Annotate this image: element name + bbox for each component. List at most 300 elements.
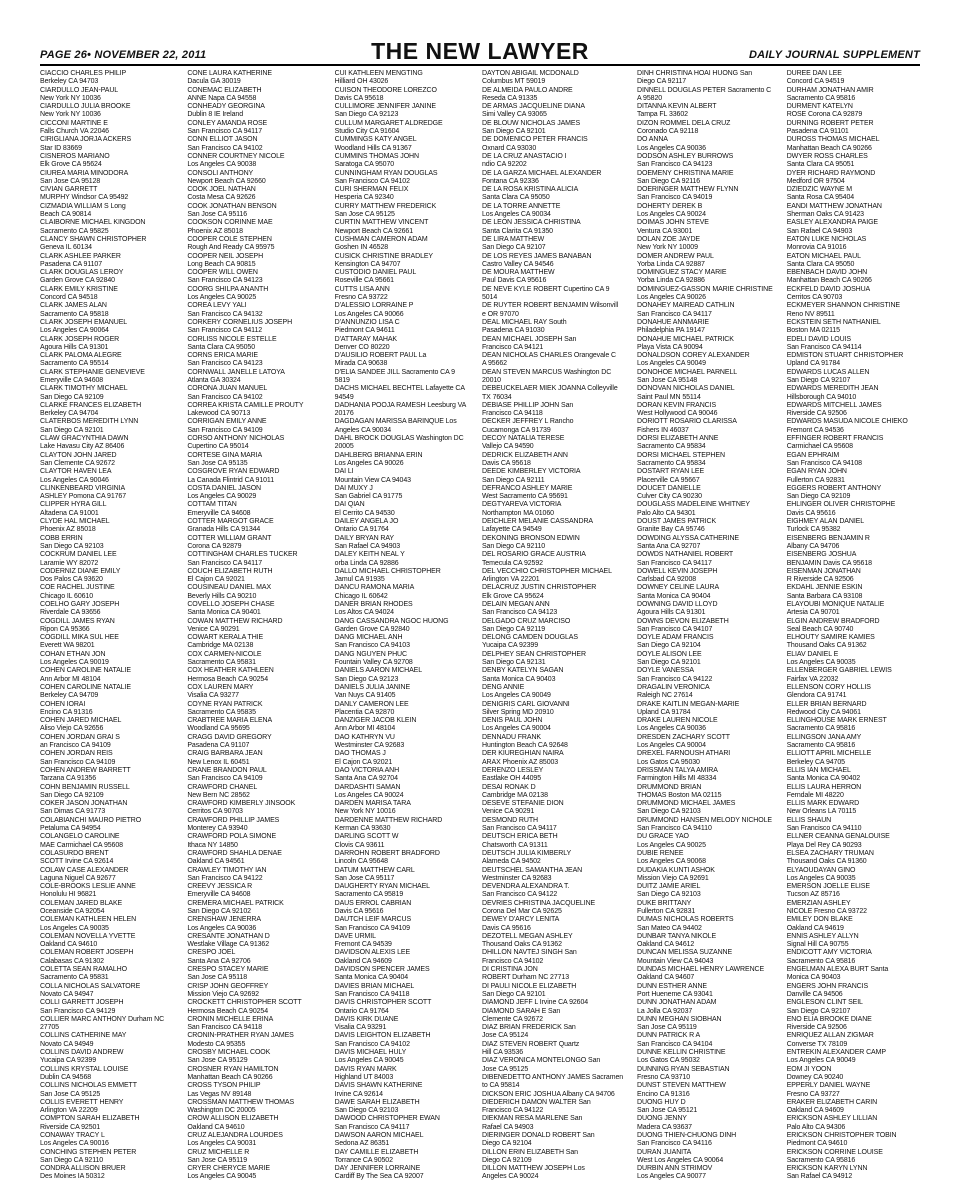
listing-entry-line: DE LIRA MATTHEW: [481, 235, 545, 243]
listing-entry-line: COOPER COLE STEPHEN: [187, 235, 272, 243]
listing-entry-line: Fresno CA 93727: [786, 1090, 840, 1098]
listing-entry-line: San Diego CA 92116: [637, 177, 701, 185]
listing-entry-line: Huntington Beach CA 92648: [481, 742, 568, 750]
listing-entry-line: Fresno CA 93710: [637, 1073, 691, 1081]
listing-entry-line: ELHOUTY SAMIRE KAMIES: [786, 634, 875, 642]
listing-entry-line: COLASURDO BRENT: [40, 849, 109, 857]
listing-entry-line: Sacramento CA 95816: [786, 957, 856, 965]
listing-entry-line: Emeryville CA 94608: [40, 376, 104, 384]
listing-entry-line: DEAN STEVEN MARCUS Washington DC: [481, 368, 612, 376]
listing-entry-line: CRABTREE MARIA ELENA: [187, 717, 273, 725]
listing-entry-line: Los Angeles CA 90045: [334, 1057, 404, 1065]
listing-entry-line: ENDICOTT AMY VICTORIA: [786, 949, 872, 957]
listing-entry-line: DAVIDSON SPENCER JAMES: [334, 966, 430, 974]
listing-entry-line: 20005: [334, 443, 354, 451]
listing-entry-line: Sacramento CA 95831: [187, 659, 256, 667]
listing-entry-line: San Jose CA 95129: [187, 1057, 248, 1065]
listing-entry-line: DORAN KEVIN FRANCIS: [637, 401, 717, 409]
listing-entry-line: CORONA JUAN MANUEL: [187, 385, 268, 393]
listing-entry-line: Angeles CA 90034: [334, 426, 392, 434]
listing-entry-line: Boston MA 02115: [786, 327, 840, 335]
listing-entry-line: San Francisco CA 94102: [334, 177, 410, 185]
listing-entry-line: DEKONING BRONSON EDWIN: [481, 534, 580, 542]
listing-entry-line: CRESPO STACEY MARIE: [187, 966, 269, 974]
listing-entry-line: DIZON ROMMEL DELA CRUZ: [637, 119, 731, 127]
listing-entry-line: Granada Hills CA 91344: [187, 526, 261, 534]
listing-entry-line: DONOVAN NICHOLAS DANIEL: [637, 385, 735, 393]
listing-entry-line: 20010: [481, 376, 501, 384]
listing-entry-line: CORRIGAN EMILY ANNE: [187, 418, 267, 426]
listing-entry-line: Manhattan Beach CA 90266: [786, 277, 872, 285]
listing-entry-line: Francisco CA 94102: [481, 957, 544, 965]
listing-entry-line: Piedmont CA 94610: [786, 1140, 848, 1148]
listing-entry-line: DRUMMOND MICHAEL JAMES: [637, 800, 736, 808]
listing-entry-line: EDWARDS LUCAS ALLEN: [786, 368, 870, 376]
listing-entry-line: Monterey CA 93940: [187, 825, 248, 833]
listing-entry-line: Los Angeles CA 90031: [187, 1140, 257, 1148]
listing-entry-line: CLARK JAMES ALAN: [40, 302, 107, 310]
listing-entry-line: Turlock CA 95382: [786, 526, 841, 534]
listing-entry-line: San Diego CA 92103: [334, 1107, 399, 1115]
listing-entry-line: MURPHY Windsor CA 95492: [40, 194, 129, 202]
listing-entry-line: Hermosa Beach CA 90254: [187, 675, 269, 683]
listing-entry-line: DARDEN MARISA TARA: [334, 800, 411, 808]
listing-entry-line: Ontario CA 91764: [334, 1007, 389, 1015]
listing-entry-line: Los Angeles CA 90025: [637, 841, 706, 849]
listing-entry-line: Francisco CA 94118: [481, 410, 543, 418]
listing-entry-line: EKDAHL JENNIE ESKIN: [786, 584, 863, 592]
listing-entry-line: Angeles CA 90024: [481, 1173, 539, 1181]
listing-entry-line: Hermosa Beach CA 90254: [187, 1007, 269, 1015]
listing-entry-line: Jose CA 95125: [481, 1065, 529, 1073]
listing-entry-line: Santa Clara CA 95051: [786, 161, 855, 169]
listing-entry-line: ELLINGHOUSE MARK ERNEST: [786, 717, 887, 725]
listing-entry-line: DAVIS LEIGHTON ELIZABETH: [334, 1032, 431, 1040]
listing-entry-line: DU GRACE YAO: [637, 833, 689, 841]
listing-entry-line: EIGHMEY ALAN DANIEL: [786, 518, 865, 526]
listing-entry-line: COMPTON SARAH ELIZABETH: [40, 1115, 140, 1123]
listing-entry-line: ELLNER CEANNA GENALOUISE: [786, 833, 890, 841]
listing-entry-line: DUMAS NICHOLAS ROBERTS: [637, 916, 734, 924]
listing-entry-line: Lake Havasu City AZ 86406: [40, 443, 125, 451]
listing-entry-line: ERICKSON ASHLEY LILLIAN: [786, 1115, 878, 1123]
listing-entry-line: Woodland CA 95695: [187, 725, 250, 733]
listing-entry-line: Elk Grove CA 95624: [40, 161, 102, 169]
listing-entry-line: COGDILL JAMES RYAN: [40, 617, 115, 625]
listing-entry-line: San Francisco CA 94112: [187, 327, 263, 335]
listing-entry-line: Manhattan Beach CA 90266: [786, 144, 872, 152]
publication-title: THE NEW LAWYER: [371, 38, 589, 64]
listing-entry-line: Downey CA 90240: [786, 1073, 844, 1081]
listing-entry-line: Los Angeles CA 90066: [334, 310, 404, 318]
listing-entry-line: ELLIOTT APRIL MICHELLE: [786, 750, 872, 758]
listing-entry-line: Fountain Valley CA 92708: [334, 659, 413, 667]
listing-entry-line: CLAW GRACYNTHIA DAWN: [40, 435, 129, 443]
listing-entry-line: Carmichael CA 95608: [786, 443, 853, 451]
listing-entry-line: DOYLE ALISON LEE: [637, 650, 702, 658]
listing-entry-line: BENJAMIN Davis CA 95618: [786, 559, 872, 567]
listing-entry-line: Los Angeles CA 90077: [637, 1173, 706, 1181]
listing-entry-line: Hillsborough CA 94010: [786, 393, 857, 401]
listing-entry-line: Converse TX 78109: [786, 1040, 848, 1048]
listing-entry-line: DIEKMAN RESA MARLENE San: [481, 1115, 583, 1123]
listing-entry-line: San Francisco CA 94019: [637, 194, 713, 202]
listing-entry-line: DOWELL KEVIN JOSEPH: [637, 567, 718, 575]
listing-entry-line: Los Angeles CA 90035: [40, 924, 109, 932]
listing-entry-line: DONAHUE MICHAEL PATRICK: [637, 335, 734, 343]
listing-entry-line: Aliso Viejo CA 92656: [40, 725, 104, 733]
listing-entry-line: 5819: [334, 376, 350, 384]
listing-entry-line: Santa Monica CA 90401: [187, 609, 261, 617]
listing-entry-line: Yucaipa CA 92399: [40, 1057, 97, 1065]
listing-entry-line: San Francisco CA 94109: [40, 758, 116, 766]
listing-entry-line: DONALDSON COREY ALEXANDER: [637, 352, 750, 360]
listing-entry-line: San Francisco CA 94129: [40, 1007, 116, 1015]
listing-entry-line: Yucaipa CA 92399: [481, 642, 538, 650]
listing-entry-line: D'ANNUNZIO LISA C: [334, 318, 400, 326]
listing-entry-line: San Francisco CA 94122: [481, 891, 558, 899]
listing-entry-line: CONAWAY TRACY L: [40, 1132, 105, 1139]
listing-entry-line: Hesperia CA 92340: [334, 194, 394, 202]
listing-entry-line: DOWNING DAVID LLOYD: [637, 601, 718, 608]
listing-entry-line: San Diego CA 92101: [481, 990, 546, 998]
listing-entry-line: COWAN MATTHEW RICHARD: [187, 617, 283, 625]
listing-entry-line: DALLO MICHAEL CHRISTOPHER: [334, 567, 441, 575]
listing-entry-line: Phoenix AZ 85018: [40, 526, 96, 534]
listing-entry-line: DEBIASE PHILLIP JOHN San: [481, 401, 574, 409]
listing-entry-line: DINH CHRISTINA HOAI HUONG San: [637, 70, 752, 77]
listing-entry-line: Reseda CA 91335: [481, 94, 538, 102]
listing-entry-line: EATON LUKE NICHOLAS: [786, 235, 867, 243]
listing-entry-line: CRAGG DAVID GREGORY: [187, 733, 272, 741]
listing-entry-line: Diego CA 92117: [637, 78, 687, 86]
listing-entry-line: CRENSHAW JENERRA: [187, 916, 261, 924]
listing-entry-line: DAVIS CHRISTOPHER SCOTT: [334, 999, 432, 1007]
listing-entry-line: Irvine CA 92614: [334, 1090, 383, 1098]
listing-entry-line: Culver City CA 90230: [637, 493, 702, 501]
listing-entry-line: DAI QIAN: [334, 501, 365, 509]
listing-entry-line: Fullerton CA 92831: [637, 907, 696, 915]
listing-entry-line: CRUZ MICHELLE R: [187, 1148, 250, 1156]
listing-entry-line: Sacramento CA 95816: [786, 725, 856, 733]
listing-entry-line: Washington DC 20005: [187, 1107, 256, 1115]
listing-entry-line: Long Beach CA 90815: [187, 260, 256, 268]
listing-entry-line: DEGTYAREVA VICTORIA: [481, 501, 562, 509]
listing-entry-line: DATUM MATTHEW CARL: [334, 866, 415, 874]
listing-entry-line: Fremont CA 94536: [786, 426, 844, 434]
listing-entry-line: Ann Arbor MI 48104: [40, 675, 101, 683]
listing-entry-line: Dublin CA 94568: [40, 1073, 92, 1081]
listing-entry-line: CUSICK CHRISTINE BRADLEY: [334, 252, 433, 260]
listing-entry-line: COLABIANCHI MAURO PIETRO: [40, 816, 142, 824]
listing-entry-line: DEUTSCHEL SAMANTHA JEAN: [481, 866, 583, 874]
listing-entry-line: DANER BRIAN RHODES: [334, 601, 413, 608]
listing-entry-line: COCKRUM DANIEL LEE: [40, 551, 117, 559]
listing-entry-line: DINNELL DOUGLAS PETER Sacramento C: [637, 86, 772, 94]
listing-entry-line: DZIEDZIC WAYNE M: [786, 186, 852, 194]
listing-entry-line: DONAHUE ANNMARIE: [637, 318, 709, 326]
listing-entry-line: DORSI MICHAEL STEPHEN: [637, 451, 725, 459]
listing-entry-line: DILLON ERIN ELIZABETH San: [481, 1148, 578, 1156]
listing-entry-line: Fullerton CA 92831: [786, 476, 845, 484]
listing-entry-line: Lakewood CA 90713: [187, 410, 251, 418]
listing-entry-line: Studio City CA 91604: [334, 128, 400, 136]
listing-entry-line: DURBIN ANN STRIMOV: [637, 1165, 713, 1173]
listing-entry-line: Rough And Ready CA 95975: [187, 244, 275, 252]
listing-entry-line: Los Gatos CA 95030: [637, 758, 700, 766]
listing-entry-line: Los Angeles CA 90024: [334, 791, 404, 799]
listing-entry-line: DAI LI: [334, 468, 354, 476]
listing-entry-line: Los Angeles CA 90026: [637, 294, 706, 302]
listing-entry-line: DOUGLASS MADELEINE WHITNEY: [637, 501, 750, 509]
listing-entry-line: Corona CA 92879: [187, 542, 242, 550]
listing-entry-line: Santa Monica CA 90402: [786, 775, 861, 783]
listing-entry-line: Visalia CA 93277: [187, 692, 239, 700]
listing-entry-line: Mission Viejo CA 92692: [187, 990, 259, 998]
listing-entry-line: Madera CA 93637: [637, 1123, 692, 1131]
listing-entry-line: DANIELS AARON MICHAEL: [334, 667, 423, 675]
listing-entry-line: DE LOS REYES JAMES BANABAN: [481, 252, 592, 260]
listing-entry-line: ENGERS JOHN FRANCIS: [786, 982, 869, 990]
listing-entry-line: CONN ELLIOT JASON: [187, 136, 258, 144]
listing-entry-line: CUSHMAN CAMERON ADAM: [334, 235, 428, 243]
listing-entry-line: Silver Spring MD 20910: [481, 708, 554, 716]
listing-entry-line: Dos Palos CA 93620: [40, 576, 103, 584]
listing-entry-line: Oakland CA 94609: [786, 1107, 844, 1115]
listing-entry-line: Santa Ana CA 92707: [637, 542, 701, 550]
listing-entry-line: San Francisco CA 94123: [187, 277, 263, 285]
listing-entry-line: Hill CA 93536: [481, 1049, 524, 1057]
listing-entry-line: Concord CA 94519: [786, 78, 845, 86]
listing-entry-line: Los Angeles CA 90004: [481, 725, 551, 733]
listing-entry-line: ELLIS IAN MICHAEL: [786, 766, 851, 774]
listing-entry-line: ELLIS MARK EDWARD: [786, 800, 860, 808]
listing-entry-line: Simi Valley CA 93065: [481, 111, 547, 119]
listing-entry-line: COSGROVE RYAN EDWARD: [187, 468, 280, 476]
listing-entry-line: Riverdale CA 93656: [40, 609, 101, 617]
listing-entry-line: Elk Grove CA 95624: [481, 592, 544, 600]
listing-entry-line: Monrovia CA 91016: [786, 244, 847, 252]
listing-entry-line: Fremont CA 94539: [334, 941, 392, 949]
listing-entry-line: DAHL BROCK DOUGLAS Washington DC: [334, 435, 464, 443]
listing-entry-line: Jamul CA 91935: [334, 576, 385, 584]
listing-entry-line: New York NY 10009: [637, 244, 698, 252]
listing-columns: [40, 70, 920, 1181]
listing-entry-line: Saratoga CA 95070: [334, 161, 395, 169]
listing-entry-line: DUNNING RYAN SEBASTIAN: [637, 1065, 730, 1073]
listing-entry-line: Port Hueneme CA 93041: [637, 990, 713, 998]
listing-entry-line: DOWDS NATHANIEL ROBERT: [637, 551, 734, 559]
listing-entry-line: Albany CA 94706: [786, 542, 840, 550]
listing-entry-line: COORG SHILPA ANANTH: [187, 285, 269, 293]
listing-entry-line: Beach CA 90814: [40, 211, 92, 219]
listing-entry-line: Dublin 8 IE Ireland: [187, 111, 244, 119]
listing-entry-line: DANG NGUYEN PHUC: [334, 650, 407, 658]
listing-entry-line: Los Angeles CA 90049: [786, 1057, 856, 1065]
listing-entry-line: DER KIUREGHIAN NAIRA: [481, 750, 564, 758]
listing-entry-line: CONSOLI ANTHONY: [187, 169, 254, 177]
listing-entry-line: San Diego CA 92107: [481, 244, 546, 252]
listing-entry-line: DE ARMAS JACQUELINE DIANA: [481, 103, 585, 111]
listing-entry-line: EISENBERG JOSHUA: [786, 551, 857, 559]
listing-entry-line: Ontario CA 91764: [334, 526, 389, 534]
listing-entry-line: Granite Bay CA 95746: [637, 526, 705, 534]
listing-entry-line: DARDASHTI SAMAN: [334, 783, 401, 791]
listing-entry-line: EFFINGER ROBERT FRANCIS: [786, 435, 884, 443]
listing-entry-line: New Orleans LA 70115: [786, 808, 857, 816]
listing-entry-line: San Rafael CA 94903: [786, 227, 853, 235]
listing-entry-line: Cambridge MA 02138: [481, 791, 548, 799]
listing-entry-line: DECOY NATALIA TERESE: [481, 435, 565, 443]
listing-entry-line: CIZMADIA WILLIAM S Long: [40, 202, 126, 210]
listing-entry-line: DRAKE KAITLIN MEGAN-MARIE: [637, 700, 740, 708]
listing-entry-line: DE BLOUW NICHOLAS JAMES: [481, 119, 581, 127]
listing-entry-line: CORNWALL JANELLE LATOYA: [187, 368, 285, 376]
listing-entry-line: DEAN NICHOLAS CHARLES Orangevale C: [481, 352, 616, 360]
listing-entry-line: Emeryville CA 94608: [187, 509, 251, 517]
listing-entry-line: Sacramento CA 95825: [40, 227, 109, 235]
listing-entry-line: Santa Clara CA 95050: [187, 343, 255, 351]
listing-entry-line: COLETTA SEAN RAMALHO: [40, 966, 127, 974]
listing-entry-line: COE RACHEL JUSTINE: [40, 584, 115, 592]
listing-entry-line: Mountain View CA 94043: [334, 476, 411, 484]
listing-entry-line: NICOLE Fresno CA 93722: [786, 907, 867, 915]
listing-entry-line: DEAL MICHAEL RAY South: [481, 318, 567, 326]
listing-entry-line: ROBERT Durham NC 27713: [481, 974, 570, 982]
listing-entry-line: Denver CO 80220: [334, 343, 390, 351]
listing-entry-line: COX LAUREN MARY: [187, 683, 254, 691]
listing-entry-line: La Canada Flintrid CA 91011: [187, 476, 275, 484]
listing-entry-line: Sacramento CA 95816: [786, 742, 856, 750]
listing-entry-line: COHEN JORDAN GRAI S: [40, 733, 120, 741]
listing-entry-line: DEBEUCKELAER MIEK JOANNA Colleyville: [481, 385, 618, 393]
listing-entry-line: ENRIQUEZ ALLAN ZIGMAR: [786, 1032, 874, 1040]
listing-entry-line: Los Angeles CA 90045: [187, 1173, 257, 1181]
listing-entry-line: DOLAN ZOE JAYDE: [637, 235, 700, 243]
listing-entry-line: DAVIS RYAN MARK: [334, 1065, 397, 1073]
listing-entry-line: Los Angeles CA 90064: [40, 327, 109, 335]
listing-entry-line: Santa Clara CA 95050: [481, 194, 550, 202]
listing-entry-line: DUNNE KELLIN CHRISTINE: [637, 1049, 726, 1057]
listing-entry-line: DUONG JENNY: [637, 1115, 687, 1123]
listing-entry-line: Davis CA 95616: [481, 924, 531, 932]
listing-entry-line: CRYER CHERYCE MARIE: [187, 1165, 270, 1173]
listing-entry-line: San Francisco CA 94122: [187, 874, 263, 882]
listing-entry-line: Santa Clarita CA 91350: [481, 227, 553, 235]
listing-entry-line: CRAWFORD PHILLIP JAMES: [187, 816, 280, 824]
listing-entry-line: EMERSON JOELLE ELISE: [786, 883, 870, 891]
listing-entry-line: New York NY 10036: [40, 94, 101, 102]
listing-entry-line: DORIOTT ROSARIO CLARISSA: [637, 418, 737, 426]
listing-entry-line: COHEN JORDAN REIS: [40, 750, 113, 758]
listing-entry-line: Cerritos CA 90703: [187, 808, 243, 816]
listing-entry-line: CORKERY CORNELIUS JOSEPH: [187, 318, 293, 326]
listing-entry-line: Chicago IL 60642: [334, 592, 388, 600]
listing-entry-line: DOERINGER MATTHEW FLYNN: [637, 186, 739, 194]
listing-entry-line: CORTESE GINA MARIA: [187, 451, 263, 459]
listing-entry-line: ARAX Phoenix AZ 85003: [481, 758, 559, 766]
listing-entry-line: EDWARDS MEREDITH JEAN: [786, 385, 879, 393]
listing-entry-line: Los Angeles CA 90068: [637, 858, 706, 866]
listing-entry-line: Star ID 83669: [40, 144, 82, 152]
listing-entry-line: Danville CA 94506: [786, 990, 843, 998]
listing-entry-line: Berkeley CA 94709: [40, 692, 99, 700]
listing-entry-line: Berkeley CA 94704: [40, 410, 99, 418]
listing-entry-line: Thousand Oaks CA 91362: [481, 941, 562, 949]
listing-entry-line: West Los Angeles CA 90064: [637, 1156, 724, 1164]
listing-entry-line: EDMISTON STUART CHRISTOPHER: [786, 352, 904, 360]
listing-entry-line: ECKFELD DAVID JOSHUA: [786, 285, 871, 293]
listing-entry-line: San Rafael CA 94912: [786, 1173, 853, 1181]
listing-entry-line: DAILEY ANGELA JO: [334, 518, 399, 526]
listing-entry-line: Saint Paul MN 55114: [637, 393, 701, 401]
listing-entry-line: Artesia CA 90701: [786, 609, 840, 617]
listing-entry-line: DAWOOD CHRISTOPHER EWAN: [334, 1115, 440, 1123]
listing-entry-line: Visalia CA 93291: [334, 1024, 387, 1032]
listing-entry-line: CRANE BRANDON PAUL: [187, 766, 267, 774]
listing-entry-line: COTTER MARGOT GRACE: [187, 518, 274, 526]
listing-entry-line: CLAYTON JOHN JARED: [40, 451, 117, 459]
listing-entry-line: DUREE DAN LEE: [786, 70, 842, 77]
listing-entry-line: DOWDING ALYSSA CATHERINE: [637, 534, 740, 542]
listing-entry-line: DIAZ VERONICA MONTELONGO San: [481, 1057, 601, 1065]
listing-entry-line: DRUMMOND HANSEN MELODY NICHOLE: [637, 816, 772, 824]
listing-entry-line: D'ALESSIO LORRAINE P: [334, 302, 414, 310]
listing-entry-line: DOUST JAMES PATRICK: [637, 518, 717, 526]
listing-entry-line: EHLINGER OLIVER CHRISTOPHE: [786, 501, 896, 509]
listing-entry-line: DRUMMOND BRIAN: [637, 783, 702, 791]
listing-entry-line: Sacramento CA 95816: [786, 94, 856, 102]
listing-entry-line: CRAWLEY TIMOTHY IAN: [187, 866, 267, 874]
listing-entry-line: Tampa FL 33602: [637, 111, 688, 119]
listing-entry-line: Palo Alto CA 94301: [637, 509, 696, 517]
listing-entry-line: COOPER WILL OWEN: [187, 269, 258, 277]
listing-entry-line: orba Linda CA 92886: [334, 559, 399, 567]
listing-entry-line: DOIMAS JOHN STEVE: [637, 219, 709, 227]
listing-entry-line: DURNING ROBERT PETER: [786, 119, 874, 127]
listing-entry-line: COLEMAN KATHLEEN HELEN: [40, 916, 137, 924]
listing-entry-line: DE LA CRUZ ANASTACIO I: [481, 152, 567, 160]
listing-entry-line: CONCHING STEPHEN PETER: [40, 1148, 137, 1156]
listing-entry-line: CURRY MATTHEW FREDERICK: [334, 202, 437, 210]
listing-column: [481, 70, 624, 1181]
listing-entry-line: Mirada CA 90638: [334, 360, 388, 368]
listing-entry-line: Arlington VA 22209: [40, 1107, 98, 1115]
listing-entry-line: DEVENDRA ALEXANDRA T.: [481, 883, 570, 891]
listing-entry-line: Los Angeles CA 90034: [481, 211, 551, 219]
listing-entry-line: Monica CA 90403: [786, 974, 841, 982]
listing-entry-line: San Francisco CA 94109: [187, 426, 263, 434]
listing-entry-line: CRONIN-PRATHER RYAN JAMES: [187, 1032, 294, 1040]
listing-entry-line: San Jose CA 95119: [637, 1024, 697, 1032]
listing-entry-line: Cambridge MA 02138: [187, 642, 254, 650]
listing-entry-line: ELLINGSON JANA AMY: [786, 733, 862, 741]
listing-entry-line: CUTTS LISA ANN: [334, 285, 390, 293]
listing-entry-line: San Dimas CA 91773: [40, 808, 106, 816]
listing-entry-line: DEL ROSARIO GRACE AUSTRIA: [481, 551, 586, 559]
listing-entry-line: 94549: [334, 393, 354, 401]
listing-entry-line: DEUTSCH JULIA KIMBERLY: [481, 849, 572, 857]
listing-entry-line: DICKSON ERIC JOSHUA Albany CA 94706: [481, 1090, 615, 1098]
listing-entry-line: CRAWFORD CHANEL: [187, 783, 258, 791]
listing-entry-line: DAYTON ABIGAIL MCDONALD: [481, 70, 579, 77]
listing-entry-line: CONDRA ALLISON BRUER: [40, 1165, 126, 1173]
listing-entry-line: CLARKE FRANCES ELIZABETH: [40, 401, 142, 409]
listing-entry-line: ELLIS LAURA HERRON: [786, 783, 862, 791]
listing-entry-line: Newport Beach CA 92661: [334, 227, 414, 235]
listing-entry-line: Sacramento CA 95835: [187, 708, 256, 716]
listing-entry-line: EASLEY ALEXANDRA PAIGE: [786, 219, 878, 227]
